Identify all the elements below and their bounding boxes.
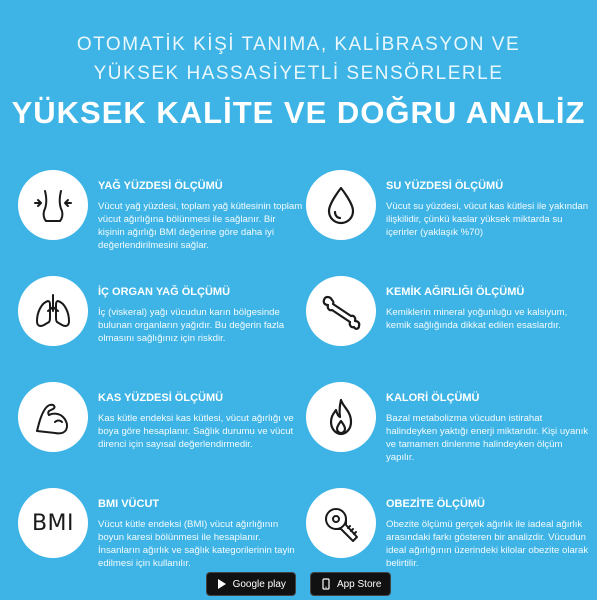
feature-description: İç (viskeral) yağı vücudun karın bölgesinde bulunan organların yağıdır. Bu değerin fazla olmasını sağlığınız için riskdir.	[98, 307, 285, 344]
feature-description: Vücut su yüzdesi, vücut kas kütlesi ile yakından ilişkilidir, çünkü kaslar yüksek miktarda su içerirler (yaklaşık %70)	[386, 201, 589, 238]
bmi-icon	[18, 488, 88, 558]
store-buttons	[0, 572, 597, 596]
feature-title: KAS YÜZDESİ ÖLÇÜMÜ	[98, 392, 224, 404]
water-drop-icon	[306, 170, 376, 240]
feature-title: KEMİK AĞIRLIĞI ÖLÇÜMÜ	[386, 286, 525, 298]
waist-icon	[18, 170, 88, 240]
feature-title: OBEZİTE ÖLÇÜMÜ	[386, 498, 485, 510]
app-store-button[interactable]	[310, 572, 391, 596]
feature-visceral-fat	[18, 276, 308, 376]
subtitle-line-1: OTOMATİK KİŞİ TANIMA, KALİBRASYON VE	[76, 34, 521, 55]
feature-calorie	[306, 382, 596, 482]
feature-fat-percentage	[18, 170, 308, 270]
feature-bone-weight	[306, 276, 596, 376]
bone-icon	[306, 276, 376, 346]
feature-title: SU YÜZDESİ ÖLÇÜMÜ	[386, 180, 504, 192]
feature-title: BMI VÜCUT	[98, 498, 160, 510]
phone-icon	[320, 578, 332, 590]
lungs-icon	[18, 276, 88, 346]
feature-water-percentage	[306, 170, 596, 270]
main-title: YÜKSEK KALİTE VE DOĞRU ANALİZ	[11, 95, 586, 130]
feature-description: Obezite ölçümü gerçek ağırlık ile iadeal ağırlık arasındaki farkı gösteren bir analizdir. Vücudun ideal ağırlığının üzerindeki kilolar obezite olarak belirtilir.	[386, 519, 589, 569]
feature-description: Vücut yağ yüzdesi, toplam yağ kütlesinin toplam vücut ağırlığına bölünmesi ile sağlanır. Bir kişinin ağırlığı BMI değerine göre daha iyi değerlendirilmesini sağlar.	[98, 201, 303, 251]
subtitle-line-2: YÜKSEK HASSASİYETLİ SENSÖRLERLE	[93, 63, 504, 84]
google-play-label: Google play	[232, 578, 286, 590]
bmi-icon-label: BMI	[31, 510, 75, 536]
google-play-button[interactable]	[206, 572, 296, 596]
feature-title: İÇ ORGAN YAĞ ÖLÇÜMÜ	[98, 286, 231, 298]
feature-title: YAĞ YÜZDESİ ÖLÇÜMÜ	[98, 180, 223, 192]
tape-measure-icon	[306, 488, 376, 558]
muscle-arm-icon	[18, 382, 88, 452]
feature-title: KALORİ ÖLÇÜMÜ	[386, 392, 480, 404]
feature-muscle-percentage	[18, 382, 308, 482]
app-store-label: App Store	[336, 578, 382, 590]
feature-description: Kemiklerin mineral yoğunluğu ve kalsiyum, kemik sağlığında dikkat edilen esaslardır.	[386, 307, 568, 331]
feature-description: Kas kütle endeksi kas kütlesi, vücut ağırlığı ve boya göre hesaplanır. Sağlık durumu ve vücut direnci için sayısal değerlendirmedir.	[98, 413, 294, 450]
feature-description: Bazal metabolizma vücudun istirahat halindeyken yaktığı enerji miktarıdır. Kişi uyanık ve tamamen dinlenme halindeyken ölçüm yapılır.	[386, 413, 589, 463]
feature-description: Vücut kütle endeksi (BMI) vücut ağırlığının boyun karesi bölünmesi ile hesaplanır. İnsanların ağırlık ve sağlık kategorilerinin tayin edilmesi için kullanılır.	[98, 519, 295, 569]
flame-icon	[306, 382, 376, 452]
play-triangle-icon	[216, 578, 228, 590]
header	[0, 0, 597, 132]
